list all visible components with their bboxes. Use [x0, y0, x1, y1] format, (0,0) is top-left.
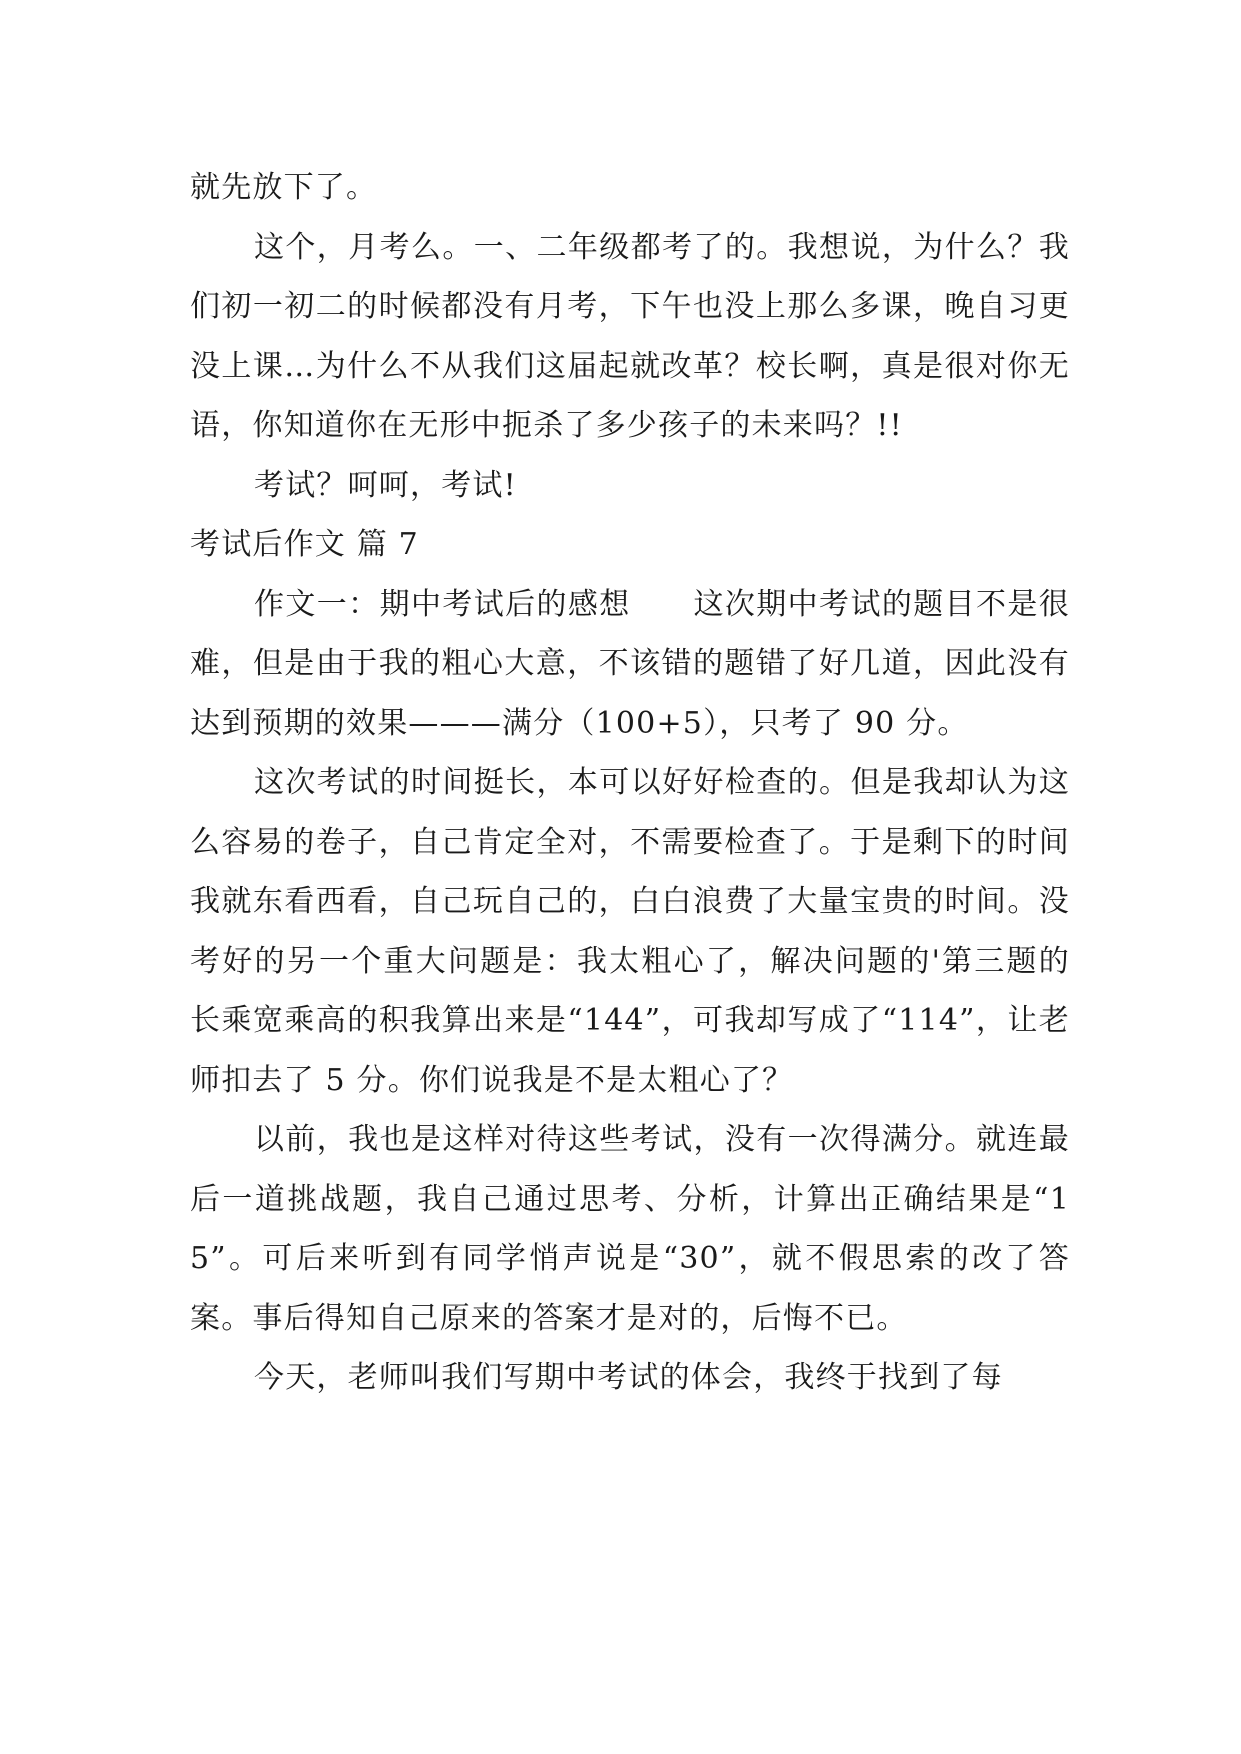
paragraph: 作文一：期中考试后的感想 这次期中考试的题目不是很难，但是由于我的粗心大意，不该错的题错了好几道，因此没有达到预期的效果———满分（100+5），只考了 90 分。: [190, 586, 1070, 741]
document-body: [190, 158, 1070, 1408]
paragraph: 考试？呵呵，考试!: [254, 467, 517, 503]
paragraph: 这次考试的时间挺长，本可以好好检查的。但是我却认为这么容易的卷子，自己肯定全对，不需要检查了。于是剩下的时间我就东看西看，自己玩自己的，白白浪费了大量宝贵的时间。没考好的另一个重大问题是：我太粗心了，解决问题的'第三题的长乘宽乘高的积我算出来是“144”，可我却写成了“114”，让老师扣去了 5 分。你们说我是不是太粗心了？: [190, 765, 1070, 1098]
paragraph: 就先放下了。: [190, 170, 378, 205]
paragraph: 以前，我也是这样对待这些考试，没有一次得满分。就连最后一道挑战题，我自己通过思考、分析，计算出正确结果是“15”。可后来听到有同学悄声说是“30”，就不假思索的改了答案。事后得知自己原来的答案才是对的，后悔不已。: [190, 1122, 1070, 1336]
section-heading: 考试后作文 篇 7: [190, 527, 419, 562]
paragraph: 今天，老师叫我们写期中考试的体会，我终于找到了每: [254, 1360, 1003, 1395]
paragraph: 这个，月考么。一、二年级都考了的。我想说，为什么？我们初一初二的时候都没有月考，下午也没上那么多课，晚自习更没上课…为什么不从我们这届起就改革？校长啊，真是很对你无语，你知道你在无形中扼杀了多少孩子的未来吗？!!: [190, 229, 1070, 443]
